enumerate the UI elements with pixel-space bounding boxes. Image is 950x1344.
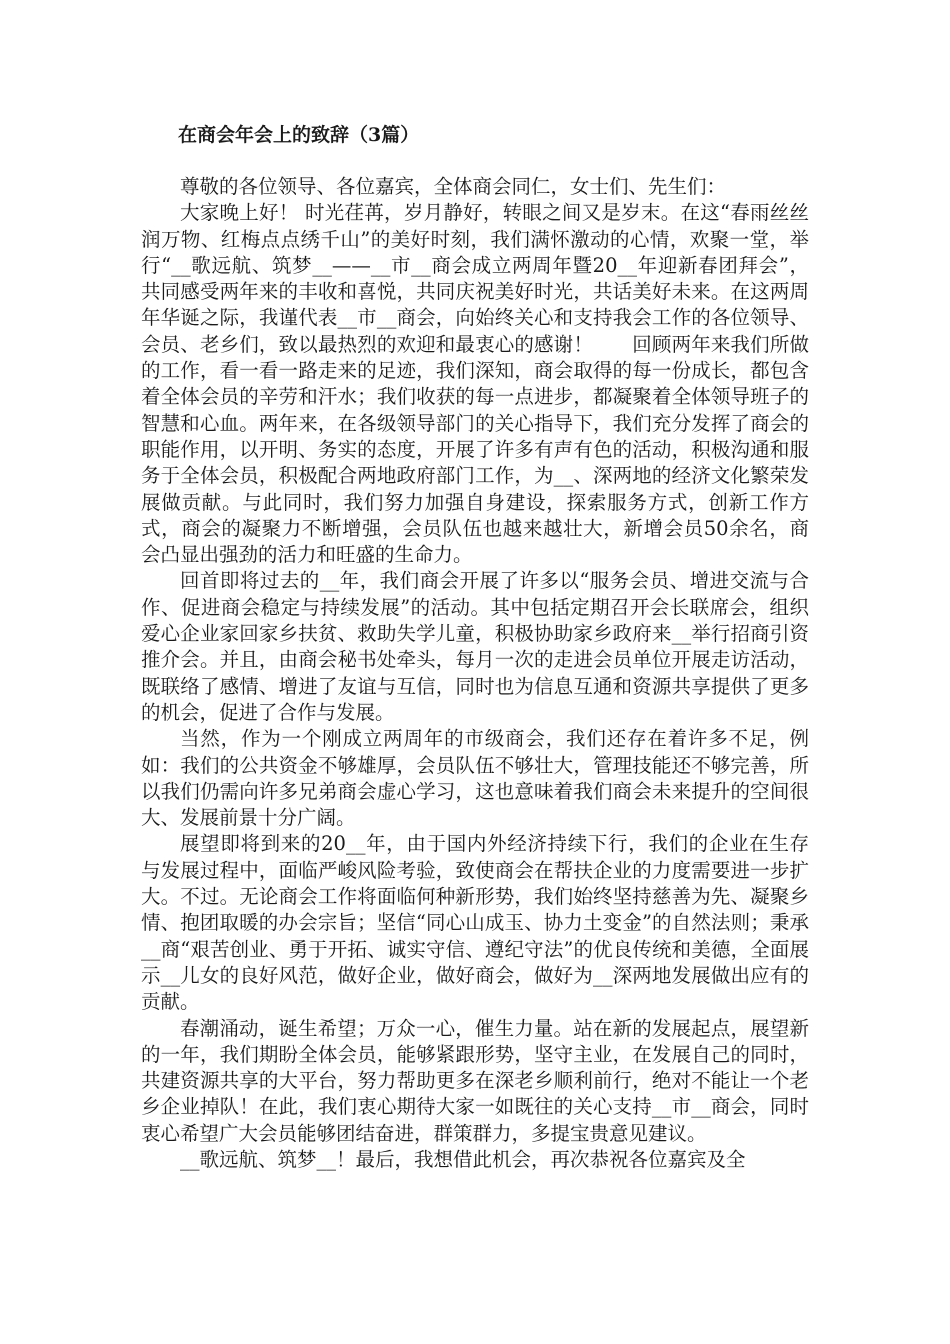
paragraph-review-year: 回首即将过去的__年，我们商会开展了许多以“服务会员、增进交流与合作、促进商会稳定与持续发展”的活动。其中包括定期召开会长联席会，组织爱心企业家回家乡扶贫、救助失学儿童，积极协助家乡政府来__举行招商引资推介会。并且，由商会秘书处牵头，每月一次的走进会员单位开展走访活动，既联络了感情、增进了友谊与互信，同时也为信息互通和资源共享提供了更多的机会，促进了合作与发展。 [141, 569, 809, 724]
paragraph-salutation: 尊敬的各位领导、各位嘉宾，全体商会同仁，女士们、先生们： [180, 175, 727, 198]
document-title: 在商会年会上的致辞（3篇） [178, 124, 420, 146]
paragraph-greeting: 大家晚上好！ 时光荏苒，岁月静好，转眼之间又是岁末。在这“春雨丝丝润万物、红梅点点绣千山”的美好时刻，我们满怀激动的心情，欢聚一堂，举行“__歌远航、筑梦__——__市__商会成立两周年暨20__年迎新春团拜会”，共同感受两年来的丰收和喜悦，共同庆祝美好时光，共话美好未来。在这两周年华诞之际，我谨代表__市__商会，向始终关心和支持我会工作的各位领导、会员、老乡们，致以最热烈的欢迎和最衷心的感谢！ 回顾两年来我们所做的工作，看一看一路走来的足迹，我们深知，商会取得的每一份成长，都包含着全体会员的辛劳和汗水；我们收获的每一点进步，都凝聚着全体领导班子的智慧和心血。两年来，在各级领导部门的关心指导下，我们充分发挥了商会的职能作用，以开明、务实的态度，开展了许多有声有色的活动，积极沟通和服务于全体会员，积极配合两地政府部门工作，为__、深两地的经济文化繁荣发展做贡献。与此同时，我们努力加强自身建设，探索服务方式，创新工作方式，商会的凝聚力不断增强，会员队伍也越来越壮大，新增会员50余名，商会凸显出强劲的活力和旺盛的生命力。 [141, 201, 809, 567]
document-body [141, 174, 809, 1173]
paragraph-shortcomings: 当然，作为一个刚成立两周年的市级商会，我们还存在着许多不足，例如：我们的公共资金不够雄厚，会员队伍不够壮大，管理技能还不够完善，所以我们仍需向许多兄弟商会虚心学习，这也意味着我们商会未来提升的空间很大、发展前景十分广阔。 [141, 727, 809, 830]
paragraph-closing: __歌远航、筑梦__！最后，我想借此机会，再次恭祝各位嘉宾及全 [180, 1147, 746, 1171]
paragraph-outlook: 展望即将到来的20__年，由于国内外经济持续下行，我们的企业在生存与发展过程中，面临严峻风险考验，致使商会在帮扶企业的力度需要进一步扩大。不过。无论商会工作将面临何种新形势，我们始终坚持慈善为先、凝聚乡情、抱团取暖的办会宗旨；坚信“同心山成玉、协力土变金”的自然法则；秉承__商“艰苦创业、勇于开拓、诚实守信、遵纪守法”的优良传统和美德，全面展示__儿女的良好风范，做好企业，做好商会，做好为__深两地发展做出应有的贡献。 [141, 832, 809, 1014]
paragraph-spring-hope: 春潮涌动，诞生希望；万众一心，催生力量。站在新的发展起点，展望新的一年，我们期盼全体会员，能够紧跟形势，坚守主业，在发展自己的同时，共建资源共享的大平台，努力帮助更多在深老乡顺利前行，绝对不能让一个老乡企业掉队！在此，我们衷心期待大家一如既往的关心支持__市__商会，同时衷心希望广大会员能够团结奋进，群策群力，多提宝贵意见建议。 [141, 1016, 809, 1145]
